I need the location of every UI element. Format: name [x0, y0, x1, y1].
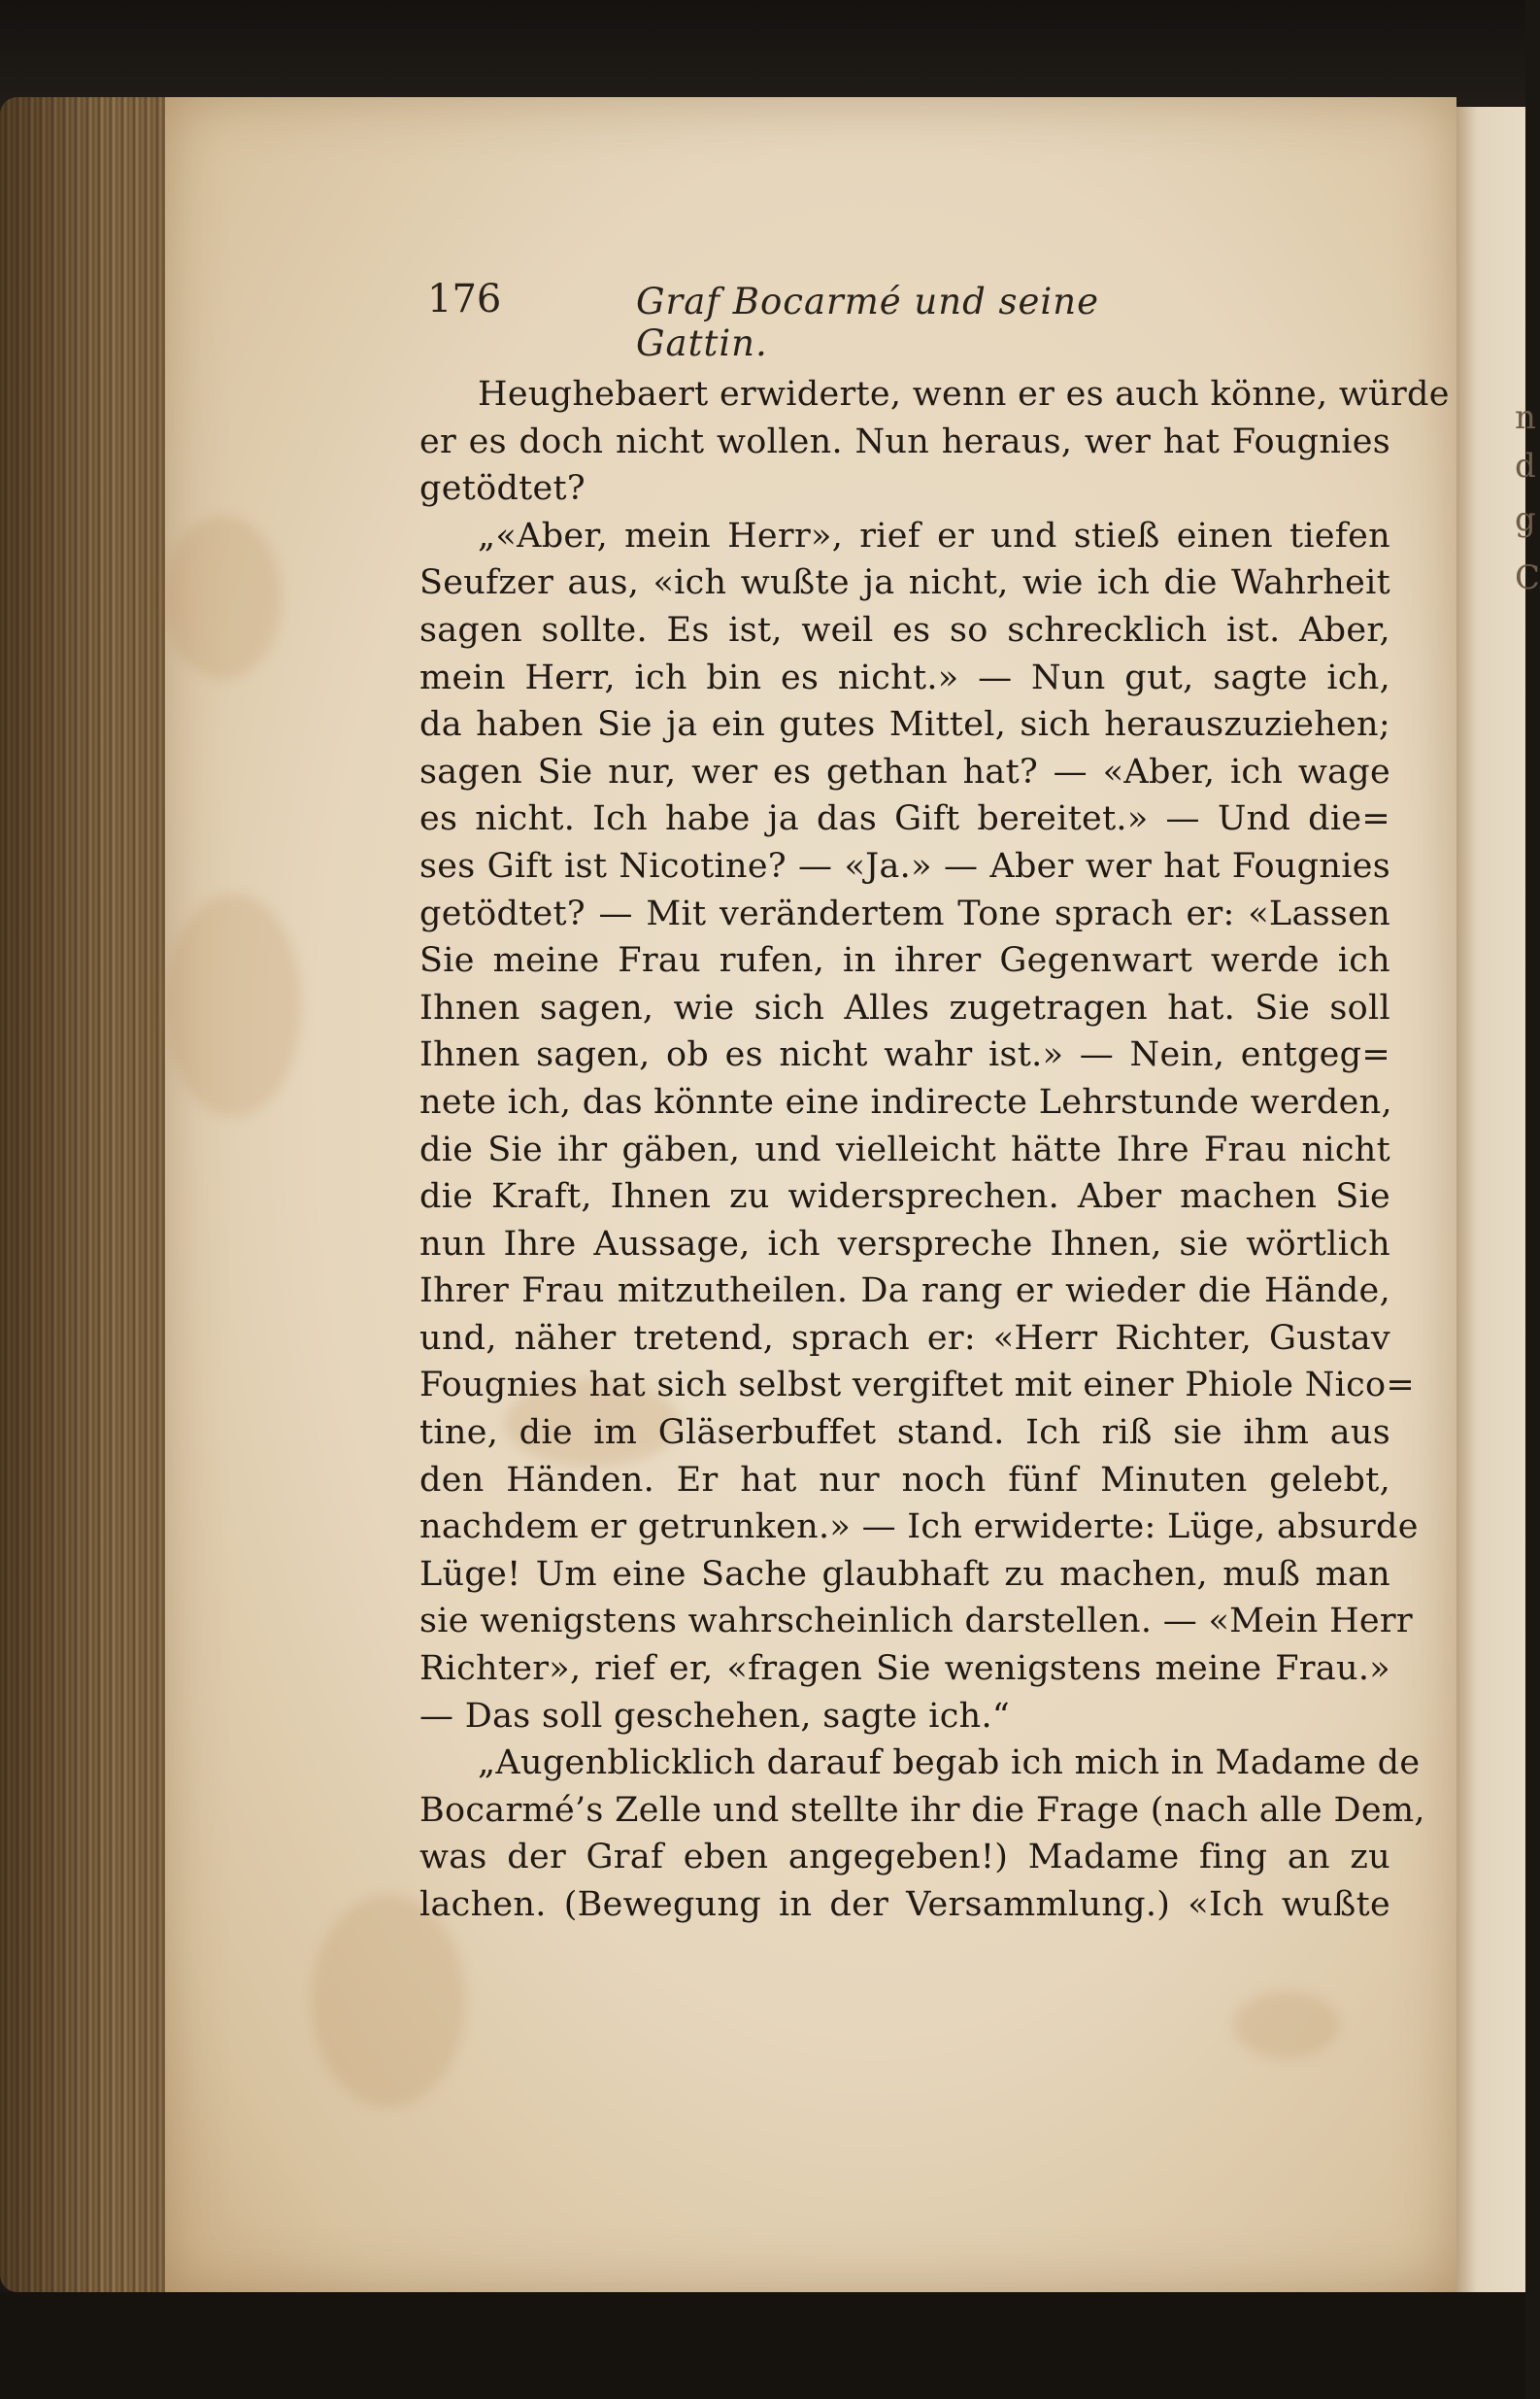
text-line: mein Herr, ich bin es nicht.» — Nun gut, sagte ich,	[419, 658, 1390, 697]
text-line: nete ich, das könnte eine indirecte Lehrstunde werden,	[419, 1082, 1392, 1122]
text-line: nun Ihre Aussage, ich verspreche Ihnen, sie wörtlich	[419, 1224, 1390, 1264]
text-line: die Sie ihr gäben, und vielleicht hätte Ihre Frau nicht	[419, 1130, 1390, 1169]
text-line: den Händen. Er hat nur noch fünf Minuten gelebt,	[419, 1460, 1390, 1500]
text-line: Ihnen sagen, ob es nicht wahr ist.» — Nein, entgeg=	[419, 1035, 1390, 1075]
text-line: nachdem er getrunken.» — Ich erwiderte: Lüge, absurde	[419, 1507, 1419, 1547]
text-line: Heughebaert erwiderte, wenn er es auch könne, würde	[478, 375, 1450, 414]
running-head: Graf Bocarmé und seine Gattin.	[636, 281, 1099, 364]
text-line: es nicht. Ich habe ja das Gift bereitet.» — Und die=	[419, 799, 1390, 839]
text-line: was der Graf eben angegeben!) Madame fing an zu	[419, 1838, 1390, 1877]
body-text	[419, 371, 1450, 1929]
text-line: getödtet?	[419, 469, 586, 509]
text-line: Bocarmé’s Zelle und stellte ihr die Frage (nach alle Dem,	[419, 1790, 1425, 1830]
text-line: die Kraft, Ihnen zu widersprechen. Aber machen Sie	[419, 1177, 1390, 1217]
facing-page-fragment: g	[1515, 500, 1536, 539]
text-line: „«Aber, mein Herr», rief er und stieß einen tiefen	[478, 516, 1390, 556]
facing-page-fragment: C	[1515, 558, 1540, 597]
text-line: getödtet? — Mit verändertem Tone sprach er: «Lassen	[419, 894, 1390, 933]
facing-page-fragment: n	[1515, 398, 1536, 437]
text-line: lachen. (Bewegung in der Versammlung.) «Ich wußte	[419, 1885, 1390, 1924]
text-line: sie wenigstens wahrscheinlich darstellen. — «Mein Herr	[419, 1602, 1413, 1641]
text-line: Ihnen sagen, wie sich Alles zugetragen hat. Sie soll	[419, 988, 1390, 1028]
text-line: sagen sollte. Es ist, weil es so schrecklich ist. Aber,	[419, 610, 1390, 650]
paper-stain	[1233, 1991, 1340, 2059]
facing-page-edge	[1456, 107, 1540, 2292]
text-line: Ihrer Frau mitzutheilen. Da rang er wieder die Hände,	[419, 1271, 1390, 1311]
book-page-edges	[0, 97, 184, 2292]
text-line: da haben Sie ja ein gutes Mittel, sich herauszuziehen;	[419, 705, 1390, 745]
text-line: Lüge! Um eine Sache glaubhaft zu machen, muß man	[419, 1554, 1390, 1594]
paper-stain	[165, 894, 301, 1117]
text-line: — Das soll geschehen, sagte ich.“	[419, 1696, 1011, 1736]
page-number: 176	[427, 277, 502, 321]
text-line: Richter», rief er, «fragen Sie wenigstens meine Frau.»	[419, 1649, 1390, 1689]
text-line: Fougnies hat sich selbst vergiftet mit einer Phiole Nico=	[419, 1366, 1416, 1405]
dark-backdrop-bottom	[0, 2292, 1525, 2399]
text-line: und, näher tretend, sprach er: «Herr Richter, Gustav	[419, 1318, 1390, 1358]
text-line: Sie meine Frau rufen, in ihrer Gegenwart werde ich	[419, 941, 1390, 981]
text-line: „Augenblicklich darauf begab ich mich in Madame de	[478, 1743, 1421, 1783]
text-line: sagen Sie nur, wer es gethan hat? — «Aber, ich wage	[419, 752, 1390, 792]
paper-stain	[165, 515, 282, 680]
facing-page-fragment: d	[1515, 447, 1536, 486]
text-line: er es doch nicht wollen. Nun heraus, wer hat Fougnies	[419, 422, 1390, 461]
text-line: ses Gift ist Nicotine? — «Ja.» — Aber wer hat Fougnies	[419, 846, 1390, 886]
text-line: tine, die im Gläserbuffet stand. Ich riß sie ihm aus	[419, 1413, 1390, 1453]
page-header	[427, 277, 1175, 364]
text-line: Seufzer aus, «ich wußte ja nicht, wie ich die Wahrheit	[419, 563, 1390, 603]
